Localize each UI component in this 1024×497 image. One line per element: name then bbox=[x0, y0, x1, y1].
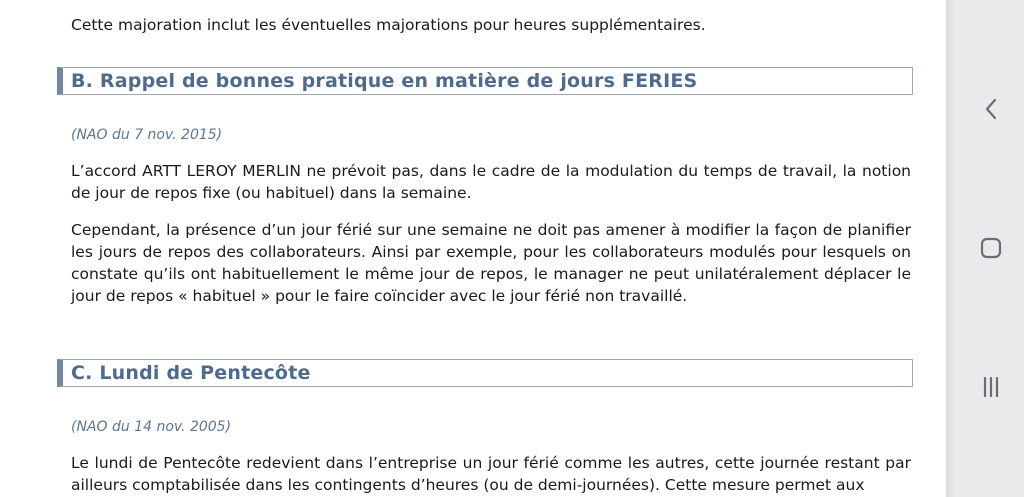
section-c-reference: (NAO du 14 nov. 2005) bbox=[71, 419, 232, 435]
navigation-bar bbox=[958, 0, 1024, 497]
recents-button[interactable] bbox=[976, 372, 1006, 402]
section-b-paragraph-2: Cependant, la présence d’un jour férié sur une semaine ne doit pas amener à modifier la façon de planifier les jours de repos des collaborateurs. Ainsi par exemple, pour les collaborateurs modulés pour lesquels on constate qu’ils ont habituellement le même jour de repos, le manager ne peut unilatéralement déplacer le jour de repos « habituel » pour le faire coïncider avec le jour férié non travaillé. bbox=[71, 221, 911, 305]
section-b-title: B. Rappel de bonnes pratique en matière de jours FERIES bbox=[71, 70, 698, 92]
three-bars-icon bbox=[976, 372, 1006, 402]
chevron-left-icon bbox=[976, 94, 1006, 124]
section-b-reference: (NAO du 7 nov. 2015) bbox=[71, 127, 223, 143]
intro-paragraph: Cette majoration inclut les éventuelles majorations pour heures supplémentaires. bbox=[71, 16, 706, 34]
page-edge-shadow bbox=[946, 0, 958, 497]
rounded-square-icon bbox=[976, 233, 1006, 263]
section-c-paragraph-1: Le lundi de Pentecôte redevient dans l’entreprise un jour férié comme les autres, cette journée restant par ailleurs comptabilisée dans les contingents d’heures (ou de demi-journées). Cette mesure permet aux bbox=[71, 454, 911, 494]
section-c-heading bbox=[57, 359, 913, 387]
section-b-paragraph-1: L’accord ARTT LEROY MERLIN ne prévoit pas, dans le cadre de la modulation du temps de travail, la notion de jour de repos fixe (ou habituel) dans la semaine. bbox=[71, 162, 911, 202]
section-b-heading bbox=[57, 67, 913, 95]
back-button[interactable] bbox=[976, 94, 1006, 124]
section-c-title: C. Lundi de Pentecôte bbox=[71, 362, 311, 384]
home-button[interactable] bbox=[976, 233, 1006, 263]
